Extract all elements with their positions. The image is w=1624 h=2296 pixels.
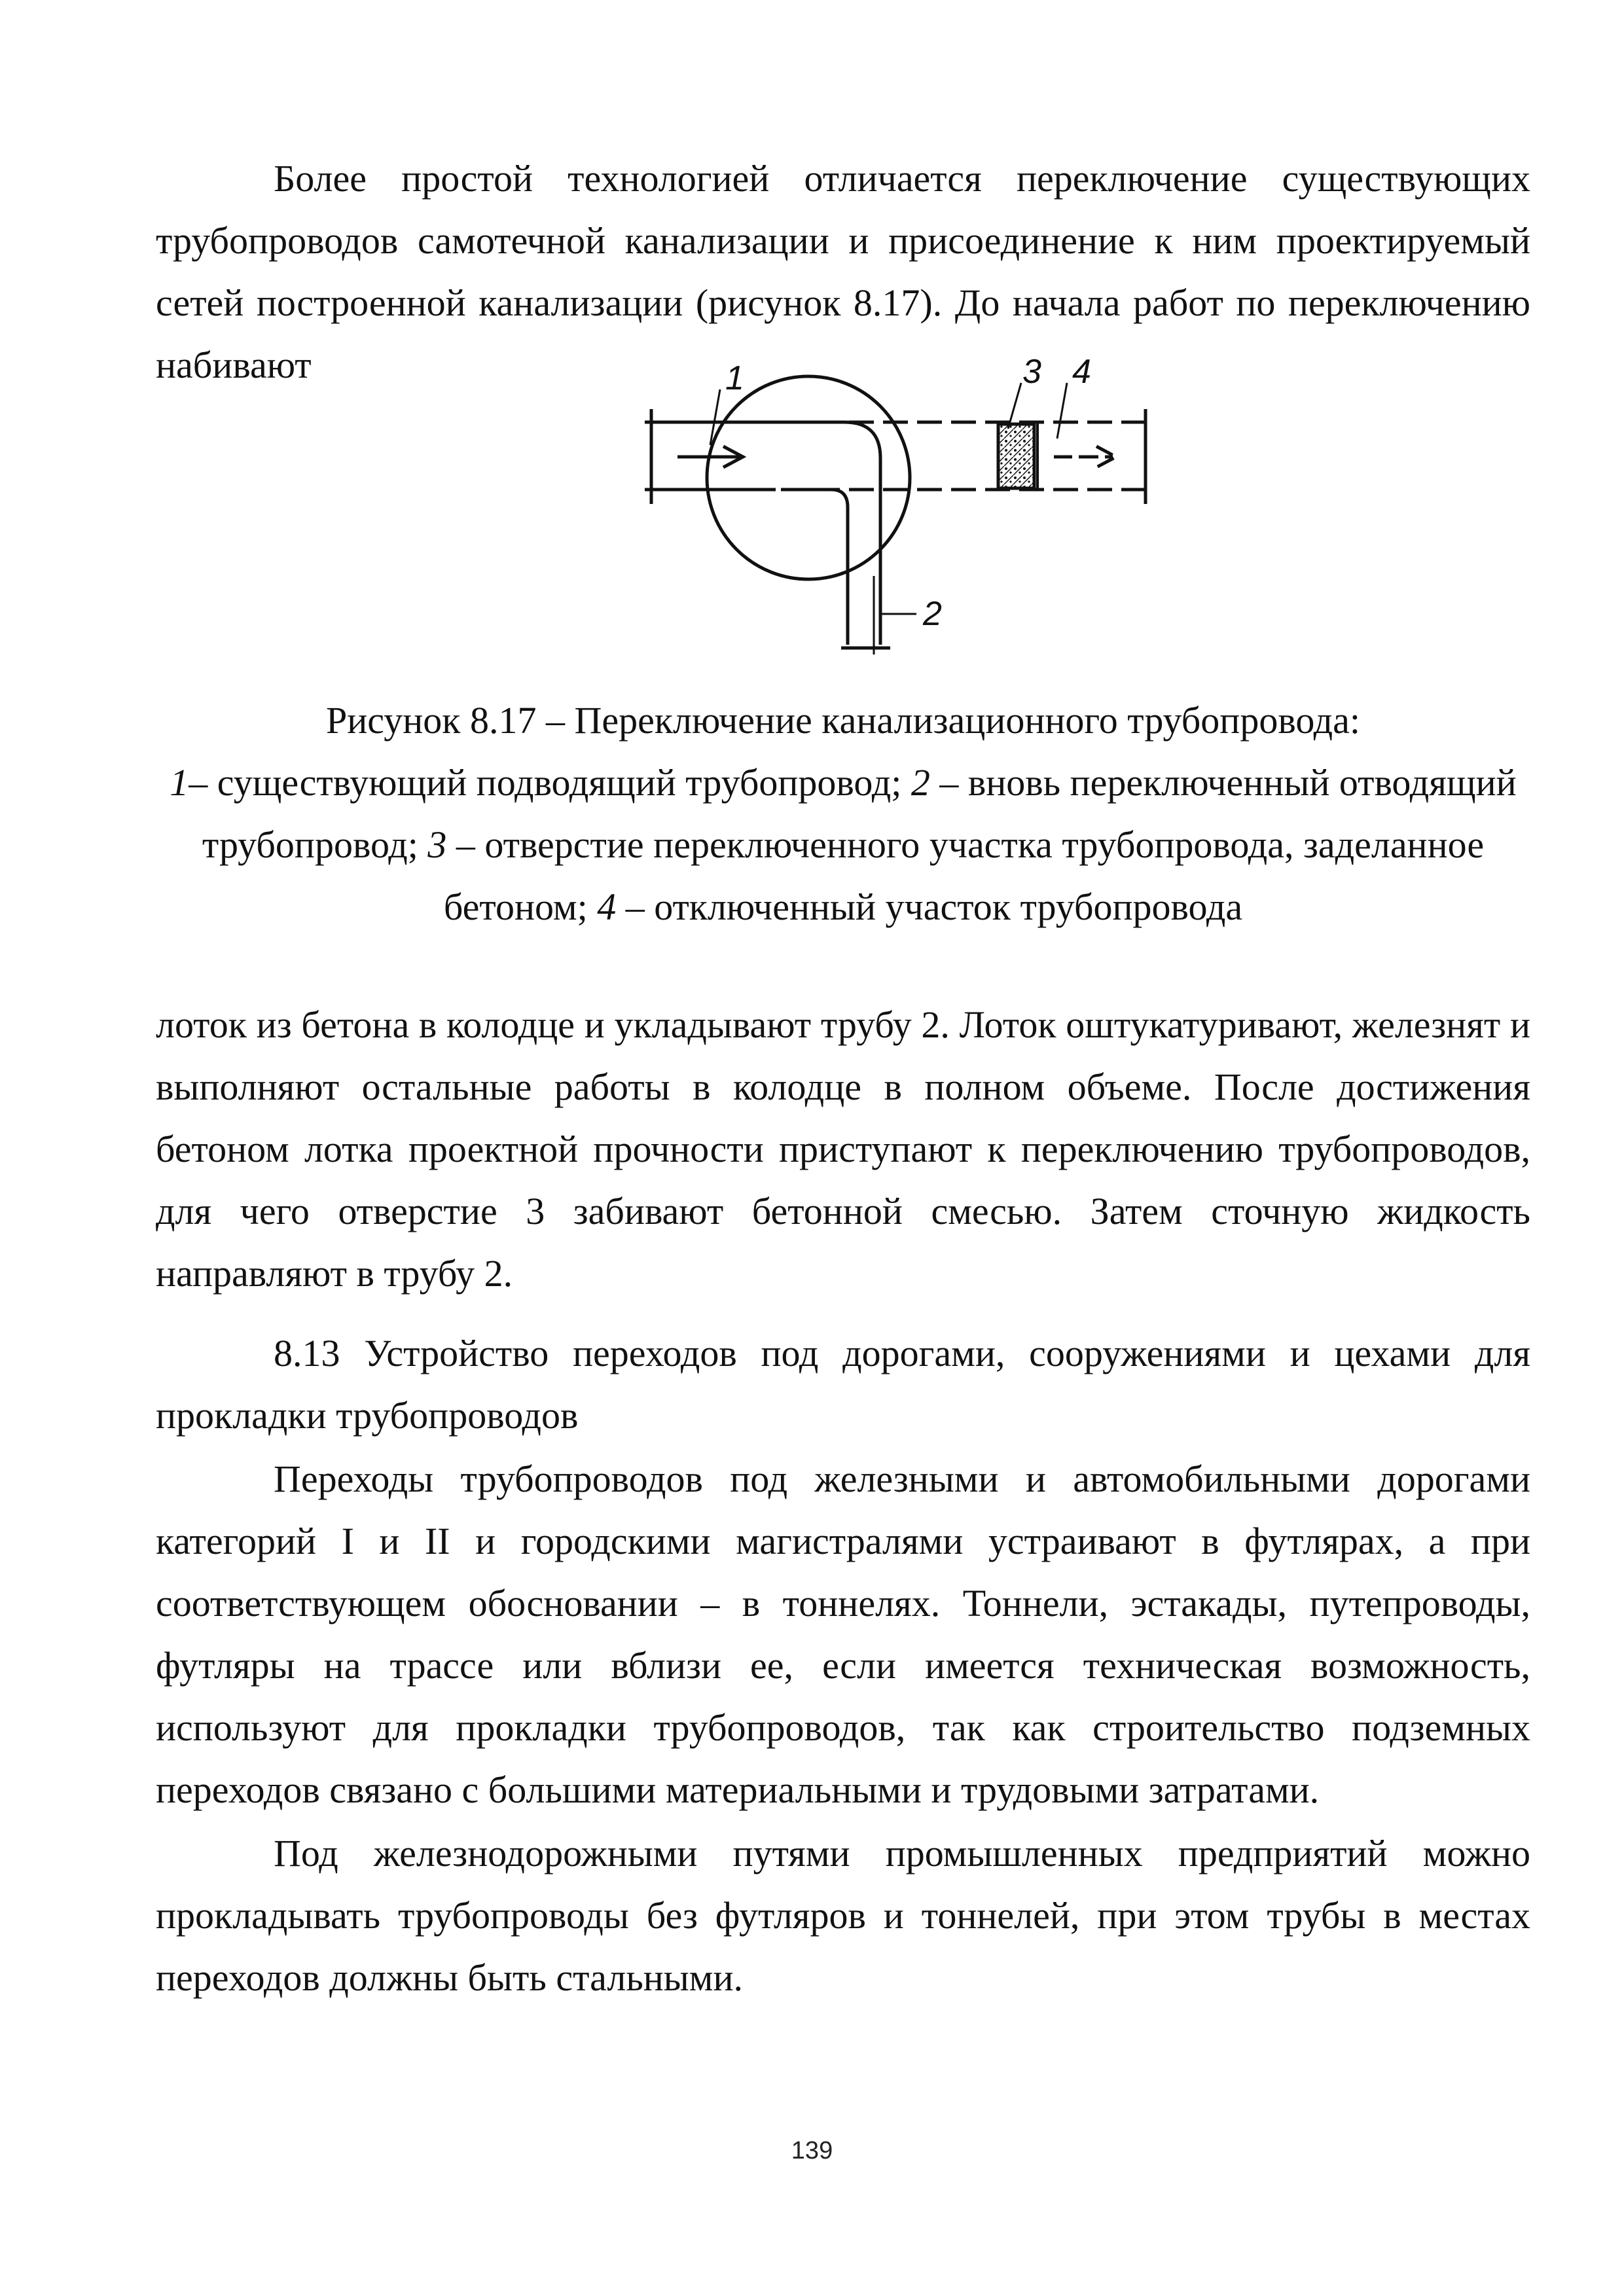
legend-text-2: – вновь переключенный отводящий трубопровод; (202, 761, 1517, 866)
paragraph-railway: Под железнодорожными путями промышленных предприятий можно прокладывать трубопроводы без футляров и тоннелей, при этом трубы в местах переходов должны быть стальными. (156, 1832, 1530, 1999)
page-number: 139 (791, 2137, 833, 2164)
figure-caption-title: Рисунок 8.17 – Переключение канализационного трубопровода: (325, 699, 1361, 742)
legend-num-4: 4 (597, 886, 617, 928)
label-2: 2 (923, 595, 942, 633)
concrete-plug (998, 424, 1034, 488)
label-4: 4 (1072, 353, 1091, 391)
paragraph-crossings: Переходы трубопроводов под железными и автомобильными дорогами категорий I и II и городскими магистралями устраивают в футлярах, а при соответствующем обосновании – в тоннелях. Тоннели, эстакады, путепроводы, футляры на трассе или вблизи ее, если имеется техническая возможность, используют для прокладки трубопроводов, так как строительство подземных переходов связано с большими материальными и трудовыми затратами. (156, 1458, 1530, 1811)
flow-arrow-outlet (1054, 446, 1116, 467)
section-heading-8-13: 8.13 Устройство переходов под дорогами, сооружениями и цехами для прокладки трубопроводов (156, 1332, 1530, 1437)
legend-text-3: – отверстие переключенного участка трубопровода, заделанное бетоном; (443, 823, 1485, 928)
figure-caption-legend (156, 751, 1530, 938)
legend-num-1: 1 (170, 761, 189, 804)
legend-num-2: 2 (911, 761, 930, 804)
pipe-bend-inner (648, 490, 848, 645)
legend-text-1: – существующий подводящий трубопровод; (189, 761, 911, 804)
legend-text-4: – отключенный участок трубопровода (616, 886, 1243, 928)
paragraph-continuation: лоток из бетона в колодце и укладывают трубу 2. Лоток оштукатуривают, железнят и выполняют остальные работы в колодце в полном объеме. После достижения бетоном лотка проектной прочности приступают к переключению трубопроводов, для чего отверстие 3 забивают бетонной смесью. Затем сточную жидкость направляют в трубу 2. (156, 1003, 1530, 1295)
paragraph-intro: Более простой технологией отличается переключение существующих трубопроводов самотечной канализации и присоединение к ним проектируемый сетей построенной канализации (рисунок 8.17). До начала работ по переключению набивают (156, 157, 1530, 386)
pipe-switching-diagram (628, 347, 1185, 674)
label-1: 1 (725, 359, 744, 397)
legend-num-3: 3 (427, 823, 447, 866)
label-3: 3 (1022, 353, 1041, 391)
